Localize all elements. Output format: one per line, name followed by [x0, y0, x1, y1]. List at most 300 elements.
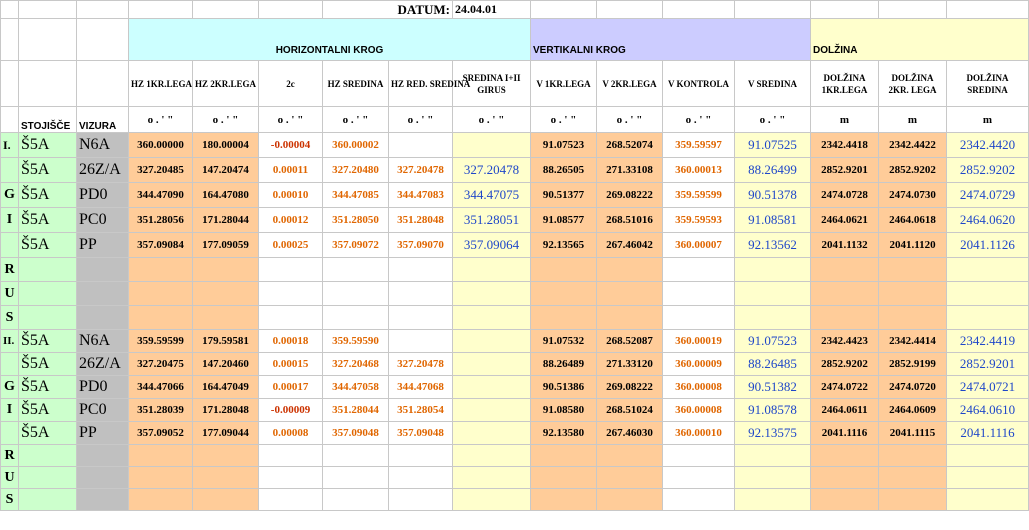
col-hz-sredina: HZ SREDINA	[323, 61, 389, 107]
hz-sredina-cell[interactable]: 357.09072	[323, 233, 389, 258]
empty-cell[interactable]	[389, 489, 453, 511]
empty-cell[interactable]	[77, 258, 129, 282]
vizura-cell[interactable]: N6A	[77, 133, 129, 158]
empty-cell[interactable]	[947, 258, 1029, 282]
v2-cell[interactable]: 269.08222	[597, 376, 663, 399]
empty-cell[interactable]	[531, 306, 597, 330]
hz2-cell[interactable]: 164.47049	[193, 376, 259, 399]
empty-cell[interactable]	[129, 258, 193, 282]
sredina-girus-cell[interactable]	[453, 353, 531, 376]
d2-cell[interactable]: 2474.0730	[879, 183, 947, 208]
d1-cell[interactable]: 2852.9201	[811, 158, 879, 183]
stojisce-cell[interactable]: Š5A	[19, 353, 77, 376]
empty-cell[interactable]	[77, 467, 129, 489]
sredina-girus-cell[interactable]	[453, 399, 531, 422]
v1-cell[interactable]: 91.08577	[531, 208, 597, 233]
empty-cell[interactable]	[129, 282, 193, 306]
empty-cell[interactable]	[389, 282, 453, 306]
empty-cell[interactable]	[597, 282, 663, 306]
d1-cell[interactable]: 2041.1132	[811, 233, 879, 258]
v-sredina-cell[interactable]: 88.26485	[735, 353, 811, 376]
girus-letter: R	[1, 258, 19, 282]
d-sredina-cell[interactable]: 2342.4420	[947, 133, 1029, 158]
hz-sredina-cell[interactable]: 351.28044	[323, 399, 389, 422]
hz2-cell[interactable]: 171.28048	[193, 399, 259, 422]
empty-cell[interactable]	[259, 445, 323, 467]
empty-cell[interactable]	[597, 489, 663, 511]
girus-letter: G	[1, 183, 19, 208]
empty-cell[interactable]	[77, 445, 129, 467]
empty-cell[interactable]	[735, 467, 811, 489]
sredina-girus-cell[interactable]: 344.47075	[453, 183, 531, 208]
empty-cell[interactable]	[453, 282, 531, 306]
empty-cell[interactable]	[879, 306, 947, 330]
datum-value[interactable]: 24.04.01	[453, 1, 531, 19]
v1-cell[interactable]: 92.13565	[531, 233, 597, 258]
hz2-cell[interactable]: 171.28044	[193, 208, 259, 233]
d1-cell[interactable]: 2464.0621	[811, 208, 879, 233]
empty-cell[interactable]	[19, 489, 77, 511]
v1-cell[interactable]: 90.51386	[531, 376, 597, 399]
empty-cell[interactable]	[77, 306, 129, 330]
unit-angle: o . ' "	[193, 107, 259, 133]
c2-cell[interactable]: 0.00010	[259, 183, 323, 208]
sredina-girus-cell[interactable]: 351.28051	[453, 208, 531, 233]
empty-cell[interactable]	[879, 282, 947, 306]
unit-angle: o . ' "	[735, 107, 811, 133]
d2-cell[interactable]: 2342.4414	[879, 330, 947, 353]
d-sredina-cell[interactable]: 2464.0620	[947, 208, 1029, 233]
empty-cell[interactable]	[259, 306, 323, 330]
hz-sredina-cell[interactable]: 360.00002	[323, 133, 389, 158]
empty-cell[interactable]	[597, 467, 663, 489]
v2-cell[interactable]: 268.52087	[597, 330, 663, 353]
c2-cell[interactable]: 0.00011	[259, 158, 323, 183]
empty-cell[interactable]	[77, 489, 129, 511]
c2-cell[interactable]: 0.00015	[259, 353, 323, 376]
hz2-cell[interactable]: 147.20474	[193, 158, 259, 183]
empty-cell[interactable]	[19, 258, 77, 282]
empty-cell[interactable]	[531, 445, 597, 467]
v-kontrola-cell[interactable]: 360.00009	[663, 353, 735, 376]
vizura-cell[interactable]: PC0	[77, 399, 129, 422]
c2-cell[interactable]: 0.00012	[259, 208, 323, 233]
empty-cell[interactable]	[531, 467, 597, 489]
hz1-cell[interactable]: 327.20485	[129, 158, 193, 183]
empty-cell[interactable]	[735, 282, 811, 306]
table-row[interactable]	[1, 376, 1029, 399]
empty-cell[interactable]	[597, 445, 663, 467]
vizura-cell[interactable]: PD0	[77, 183, 129, 208]
vizura-cell[interactable]: PC0	[77, 208, 129, 233]
col-sredina-girus: SREDINA I+II GIRUS	[453, 61, 531, 107]
empty-cell[interactable]	[129, 489, 193, 511]
d-sredina-cell[interactable]: 2852.9201	[947, 353, 1029, 376]
stojisce-cell[interactable]: Š5A	[19, 399, 77, 422]
v-sredina-cell[interactable]: 91.07525	[735, 133, 811, 158]
v-kontrola-cell[interactable]: 360.00007	[663, 233, 735, 258]
girus-letter	[1, 233, 19, 258]
sredina-girus-cell[interactable]: 327.20478	[453, 158, 531, 183]
hz2-cell[interactable]: 147.20460	[193, 353, 259, 376]
v2-cell[interactable]: 268.52074	[597, 133, 663, 158]
v-sredina-cell[interactable]: 88.26499	[735, 158, 811, 183]
empty-cell[interactable]	[735, 445, 811, 467]
col-d1: DOLŽINA 1KR.LEGA	[811, 61, 879, 107]
stojisce-cell[interactable]: Š5A	[19, 158, 77, 183]
v-sredina-cell[interactable]: 90.51378	[735, 183, 811, 208]
empty-cell[interactable]	[947, 467, 1029, 489]
col-stojisce: STOJIŠČE	[19, 107, 77, 133]
datum-label: DATUM:	[323, 1, 453, 19]
empty-cell[interactable]	[811, 489, 879, 511]
unit-angle: o . ' "	[453, 107, 531, 133]
empty-cell[interactable]	[453, 489, 531, 511]
sredina-girus-cell[interactable]	[453, 422, 531, 445]
hz2-cell[interactable]: 177.09059	[193, 233, 259, 258]
empty-cell[interactable]	[193, 467, 259, 489]
c2-cell[interactable]: 0.00017	[259, 376, 323, 399]
empty-cell[interactable]	[663, 489, 735, 511]
column-header-row	[1, 61, 1029, 107]
vizura-cell[interactable]: 26Z/A	[77, 353, 129, 376]
group-vertical: VERTIKALNI KROG	[531, 19, 811, 61]
unit-angle: o . ' "	[129, 107, 193, 133]
table-row[interactable]	[1, 330, 1029, 353]
empty-cell[interactable]	[735, 306, 811, 330]
group-header-row	[1, 19, 1029, 61]
d1-cell[interactable]: 2342.4423	[811, 330, 879, 353]
c2-cell[interactable]: 0.00025	[259, 233, 323, 258]
empty-cell[interactable]	[323, 282, 389, 306]
d2-cell[interactable]: 2852.9199	[879, 353, 947, 376]
empty-cell[interactable]	[531, 489, 597, 511]
empty-cell[interactable]	[259, 282, 323, 306]
table-row[interactable]	[1, 133, 1029, 158]
hz-sredina-cell[interactable]: 327.20468	[323, 353, 389, 376]
v2-cell[interactable]: 268.51016	[597, 208, 663, 233]
empty-cell[interactable]	[129, 467, 193, 489]
stojisce-cell[interactable]: Š5A	[19, 330, 77, 353]
hz-red-cell[interactable]: 344.47068	[389, 376, 453, 399]
d1-cell[interactable]: 2041.1116	[811, 422, 879, 445]
units-row	[1, 107, 1029, 133]
v-kontrola-cell[interactable]: 359.59599	[663, 183, 735, 208]
v1-cell[interactable]: 88.26489	[531, 353, 597, 376]
table-row[interactable]	[1, 353, 1029, 376]
v-sredina-cell[interactable]: 91.08581	[735, 208, 811, 233]
hz-red-cell[interactable]	[389, 133, 453, 158]
unit-angle: o . ' "	[259, 107, 323, 133]
v-kontrola-cell[interactable]: 359.59593	[663, 208, 735, 233]
vizura-cell[interactable]: PD0	[77, 376, 129, 399]
empty-row[interactable]	[1, 306, 1029, 330]
hz-red-cell[interactable]: 351.28054	[389, 399, 453, 422]
hz-sredina-cell[interactable]: 344.47058	[323, 376, 389, 399]
hz-red-cell[interactable]: 327.20478	[389, 158, 453, 183]
empty-cell[interactable]	[879, 445, 947, 467]
empty-cell[interactable]	[389, 467, 453, 489]
stojisce-cell[interactable]: Š5A	[19, 233, 77, 258]
empty-cell[interactable]	[947, 489, 1029, 511]
stojisce-cell[interactable]: Š5A	[19, 133, 77, 158]
empty-cell[interactable]	[193, 489, 259, 511]
hz-sredina-cell[interactable]: 351.28050	[323, 208, 389, 233]
col-vizura: VIZURA	[77, 107, 129, 133]
empty-cell[interactable]	[129, 445, 193, 467]
stojisce-cell[interactable]: Š5A	[19, 376, 77, 399]
v-sredina-cell[interactable]: 92.13562	[735, 233, 811, 258]
v-kontrola-cell[interactable]: 359.59597	[663, 133, 735, 158]
col-d2: DOLŽINA 2KR. LEGA	[879, 61, 947, 107]
c2-cell[interactable]: -0.00004	[259, 133, 323, 158]
sredina-girus-cell[interactable]	[453, 376, 531, 399]
table-row[interactable]	[1, 233, 1029, 258]
sredina-girus-cell[interactable]	[453, 133, 531, 158]
d1-cell[interactable]: 2342.4418	[811, 133, 879, 158]
hz2-cell[interactable]: 180.00004	[193, 133, 259, 158]
d1-cell[interactable]: 2464.0611	[811, 399, 879, 422]
group-length: DOLŽINA	[811, 19, 1029, 61]
hz-red-cell[interactable]: 357.09070	[389, 233, 453, 258]
v-kontrola-cell[interactable]: 360.00010	[663, 422, 735, 445]
unit-angle: o . ' "	[597, 107, 663, 133]
unit-m: m	[879, 107, 947, 133]
v2-cell[interactable]: 268.51024	[597, 399, 663, 422]
empty-row[interactable]	[1, 282, 1029, 306]
col-hz1: HZ 1KR.LEGA	[129, 61, 193, 107]
col-d-sredina: DOLŽINA SREDINA	[947, 61, 1029, 107]
girus-letter: U	[1, 467, 19, 489]
table-row[interactable]	[1, 183, 1029, 208]
d2-cell[interactable]: 2464.0609	[879, 399, 947, 422]
empty-cell[interactable]	[453, 467, 531, 489]
hz1-cell[interactable]: 357.09052	[129, 422, 193, 445]
empty-cell[interactable]	[19, 445, 77, 467]
v1-cell[interactable]: 90.51377	[531, 183, 597, 208]
col-v2: V 2KR.LEGA	[597, 61, 663, 107]
empty-cell[interactable]	[663, 258, 735, 282]
empty-cell[interactable]	[19, 282, 77, 306]
d2-cell[interactable]: 2041.1120	[879, 233, 947, 258]
col-v1: V 1KR.LEGA	[531, 61, 597, 107]
d-sredina-cell[interactable]: 2041.1116	[947, 422, 1029, 445]
empty-row[interactable]	[1, 445, 1029, 467]
empty-cell[interactable]	[947, 282, 1029, 306]
hz-red-cell[interactable]	[389, 330, 453, 353]
empty-cell[interactable]	[259, 489, 323, 511]
hz1-cell[interactable]: 360.00000	[129, 133, 193, 158]
d-sredina-cell[interactable]: 2342.4419	[947, 330, 1029, 353]
empty-cell[interactable]	[323, 467, 389, 489]
v-sredina-cell[interactable]: 92.13575	[735, 422, 811, 445]
empty-row[interactable]	[1, 258, 1029, 282]
empty-cell[interactable]	[193, 306, 259, 330]
hz-red-cell[interactable]: 327.20478	[389, 353, 453, 376]
datum-row	[1, 1, 1029, 19]
girus-letter: I	[1, 208, 19, 233]
v1-cell[interactable]: 91.08580	[531, 399, 597, 422]
v2-cell[interactable]: 271.33108	[597, 158, 663, 183]
hz1-cell[interactable]: 344.47066	[129, 376, 193, 399]
vizura-cell[interactable]: 26Z/A	[77, 158, 129, 183]
d1-cell[interactable]: 2852.9202	[811, 353, 879, 376]
empty-row[interactable]	[1, 489, 1029, 511]
sredina-girus-cell[interactable]	[453, 330, 531, 353]
table-row[interactable]	[1, 399, 1029, 422]
hz1-cell[interactable]: 359.59599	[129, 330, 193, 353]
empty-cell[interactable]	[193, 445, 259, 467]
v-kontrola-cell[interactable]: 360.00013	[663, 158, 735, 183]
col-hz-red: HZ RED. SREDINA	[389, 61, 453, 107]
empty-cell[interactable]	[811, 306, 879, 330]
v1-cell[interactable]: 91.07523	[531, 133, 597, 158]
empty-cell[interactable]	[19, 467, 77, 489]
empty-cell[interactable]	[597, 306, 663, 330]
unit-angle: o . ' "	[531, 107, 597, 133]
v-kontrola-cell[interactable]: 360.00008	[663, 376, 735, 399]
empty-cell[interactable]	[735, 258, 811, 282]
d2-cell[interactable]: 2464.0618	[879, 208, 947, 233]
c2-cell[interactable]: 0.00008	[259, 422, 323, 445]
vizura-cell[interactable]: PP	[77, 233, 129, 258]
sredina-girus-cell[interactable]: 357.09064	[453, 233, 531, 258]
v-sredina-cell[interactable]: 91.07523	[735, 330, 811, 353]
empty-cell[interactable]	[259, 467, 323, 489]
empty-cell[interactable]	[879, 258, 947, 282]
v2-cell[interactable]: 267.46042	[597, 233, 663, 258]
empty-cell[interactable]	[193, 282, 259, 306]
v-kontrola-cell[interactable]: 360.00019	[663, 330, 735, 353]
girus-letter: U	[1, 282, 19, 306]
d-sredina-cell[interactable]: 2474.0729	[947, 183, 1029, 208]
d2-cell[interactable]: 2342.4422	[879, 133, 947, 158]
hz2-cell[interactable]: 177.09044	[193, 422, 259, 445]
hz-red-cell[interactable]: 351.28048	[389, 208, 453, 233]
empty-cell[interactable]	[663, 282, 735, 306]
hz1-cell[interactable]: 357.09084	[129, 233, 193, 258]
hz-sredina-cell[interactable]: 359.59590	[323, 330, 389, 353]
girus-letter	[1, 422, 19, 445]
v-sredina-cell[interactable]: 91.08578	[735, 399, 811, 422]
empty-cell[interactable]	[193, 258, 259, 282]
table-row[interactable]	[1, 208, 1029, 233]
empty-cell[interactable]	[947, 306, 1029, 330]
hz1-cell[interactable]: 351.28039	[129, 399, 193, 422]
c2-cell[interactable]: -0.00009	[259, 399, 323, 422]
empty-cell[interactable]	[947, 445, 1029, 467]
c2-cell[interactable]: 0.00018	[259, 330, 323, 353]
empty-cell[interactable]	[19, 306, 77, 330]
girus-2	[1, 330, 1029, 511]
hz-red-cell[interactable]: 357.09048	[389, 422, 453, 445]
v-kontrola-cell[interactable]: 360.00008	[663, 399, 735, 422]
unit-angle: o . ' "	[323, 107, 389, 133]
empty-cell[interactable]	[323, 489, 389, 511]
v2-cell[interactable]: 269.08222	[597, 183, 663, 208]
unit-angle: o . ' "	[663, 107, 735, 133]
empty-cell[interactable]	[453, 306, 531, 330]
empty-cell[interactable]	[811, 258, 879, 282]
empty-cell[interactable]	[597, 258, 663, 282]
empty-cell[interactable]	[323, 258, 389, 282]
hz2-cell[interactable]: 179.59581	[193, 330, 259, 353]
empty-cell[interactable]	[129, 306, 193, 330]
empty-cell[interactable]	[77, 282, 129, 306]
stojisce-cell[interactable]: Š5A	[19, 183, 77, 208]
hz-sredina-cell[interactable]: 357.09048	[323, 422, 389, 445]
empty-row[interactable]	[1, 467, 1029, 489]
vizura-cell[interactable]: N6A	[77, 330, 129, 353]
hz-sredina-cell[interactable]: 327.20480	[323, 158, 389, 183]
d2-cell[interactable]: 2041.1115	[879, 422, 947, 445]
empty-cell[interactable]	[811, 467, 879, 489]
v1-cell[interactable]: 91.07532	[531, 330, 597, 353]
empty-cell[interactable]	[389, 445, 453, 467]
stojisce-cell[interactable]: Š5A	[19, 208, 77, 233]
empty-cell[interactable]	[879, 489, 947, 511]
d-sredina-cell[interactable]: 2041.1126	[947, 233, 1029, 258]
girus-letter: I	[1, 399, 19, 422]
vizura-cell[interactable]: PP	[77, 422, 129, 445]
empty-cell[interactable]	[389, 258, 453, 282]
v-sredina-cell[interactable]: 90.51382	[735, 376, 811, 399]
empty-cell[interactable]	[389, 306, 453, 330]
d-sredina-cell[interactable]: 2852.9202	[947, 158, 1029, 183]
d-sredina-cell[interactable]: 2464.0610	[947, 399, 1029, 422]
v1-cell[interactable]: 92.13580	[531, 422, 597, 445]
empty-cell[interactable]	[663, 445, 735, 467]
hz-sredina-cell[interactable]: 344.47085	[323, 183, 389, 208]
d-sredina-cell[interactable]: 2474.0721	[947, 376, 1029, 399]
girus-letter: S	[1, 489, 19, 511]
table-row[interactable]	[1, 422, 1029, 445]
girus-letter: S	[1, 306, 19, 330]
empty-cell[interactable]	[811, 445, 879, 467]
v2-cell[interactable]: 267.46030	[597, 422, 663, 445]
empty-cell[interactable]	[453, 258, 531, 282]
d2-cell[interactable]: 2474.0720	[879, 376, 947, 399]
group-horizontal: HORIZONTALNI KROG	[129, 19, 531, 61]
empty-cell[interactable]	[453, 445, 531, 467]
empty-cell[interactable]	[323, 306, 389, 330]
empty-cell[interactable]	[259, 258, 323, 282]
girus-letter: G	[1, 376, 19, 399]
empty-cell[interactable]	[735, 489, 811, 511]
empty-cell[interactable]	[531, 282, 597, 306]
d1-cell[interactable]: 2474.0728	[811, 183, 879, 208]
hz1-cell[interactable]: 327.20475	[129, 353, 193, 376]
empty-cell[interactable]	[879, 467, 947, 489]
stojisce-cell[interactable]: Š5A	[19, 422, 77, 445]
table-row[interactable]	[1, 158, 1029, 183]
v1-cell[interactable]: 88.26505	[531, 158, 597, 183]
v2-cell[interactable]: 271.33120	[597, 353, 663, 376]
hz2-cell[interactable]: 164.47080	[193, 183, 259, 208]
hz1-cell[interactable]: 344.47090	[129, 183, 193, 208]
empty-cell[interactable]	[811, 282, 879, 306]
d2-cell[interactable]: 2852.9202	[879, 158, 947, 183]
d1-cell[interactable]: 2474.0722	[811, 376, 879, 399]
empty-cell[interactable]	[663, 306, 735, 330]
empty-cell[interactable]	[663, 467, 735, 489]
col-v-kontrola: V KONTROLA	[663, 61, 735, 107]
hz1-cell[interactable]: 351.28056	[129, 208, 193, 233]
col-v-sredina: V SREDINA	[735, 61, 811, 107]
empty-cell[interactable]	[323, 445, 389, 467]
empty-cell[interactable]	[531, 258, 597, 282]
hz-red-cell[interactable]: 344.47083	[389, 183, 453, 208]
